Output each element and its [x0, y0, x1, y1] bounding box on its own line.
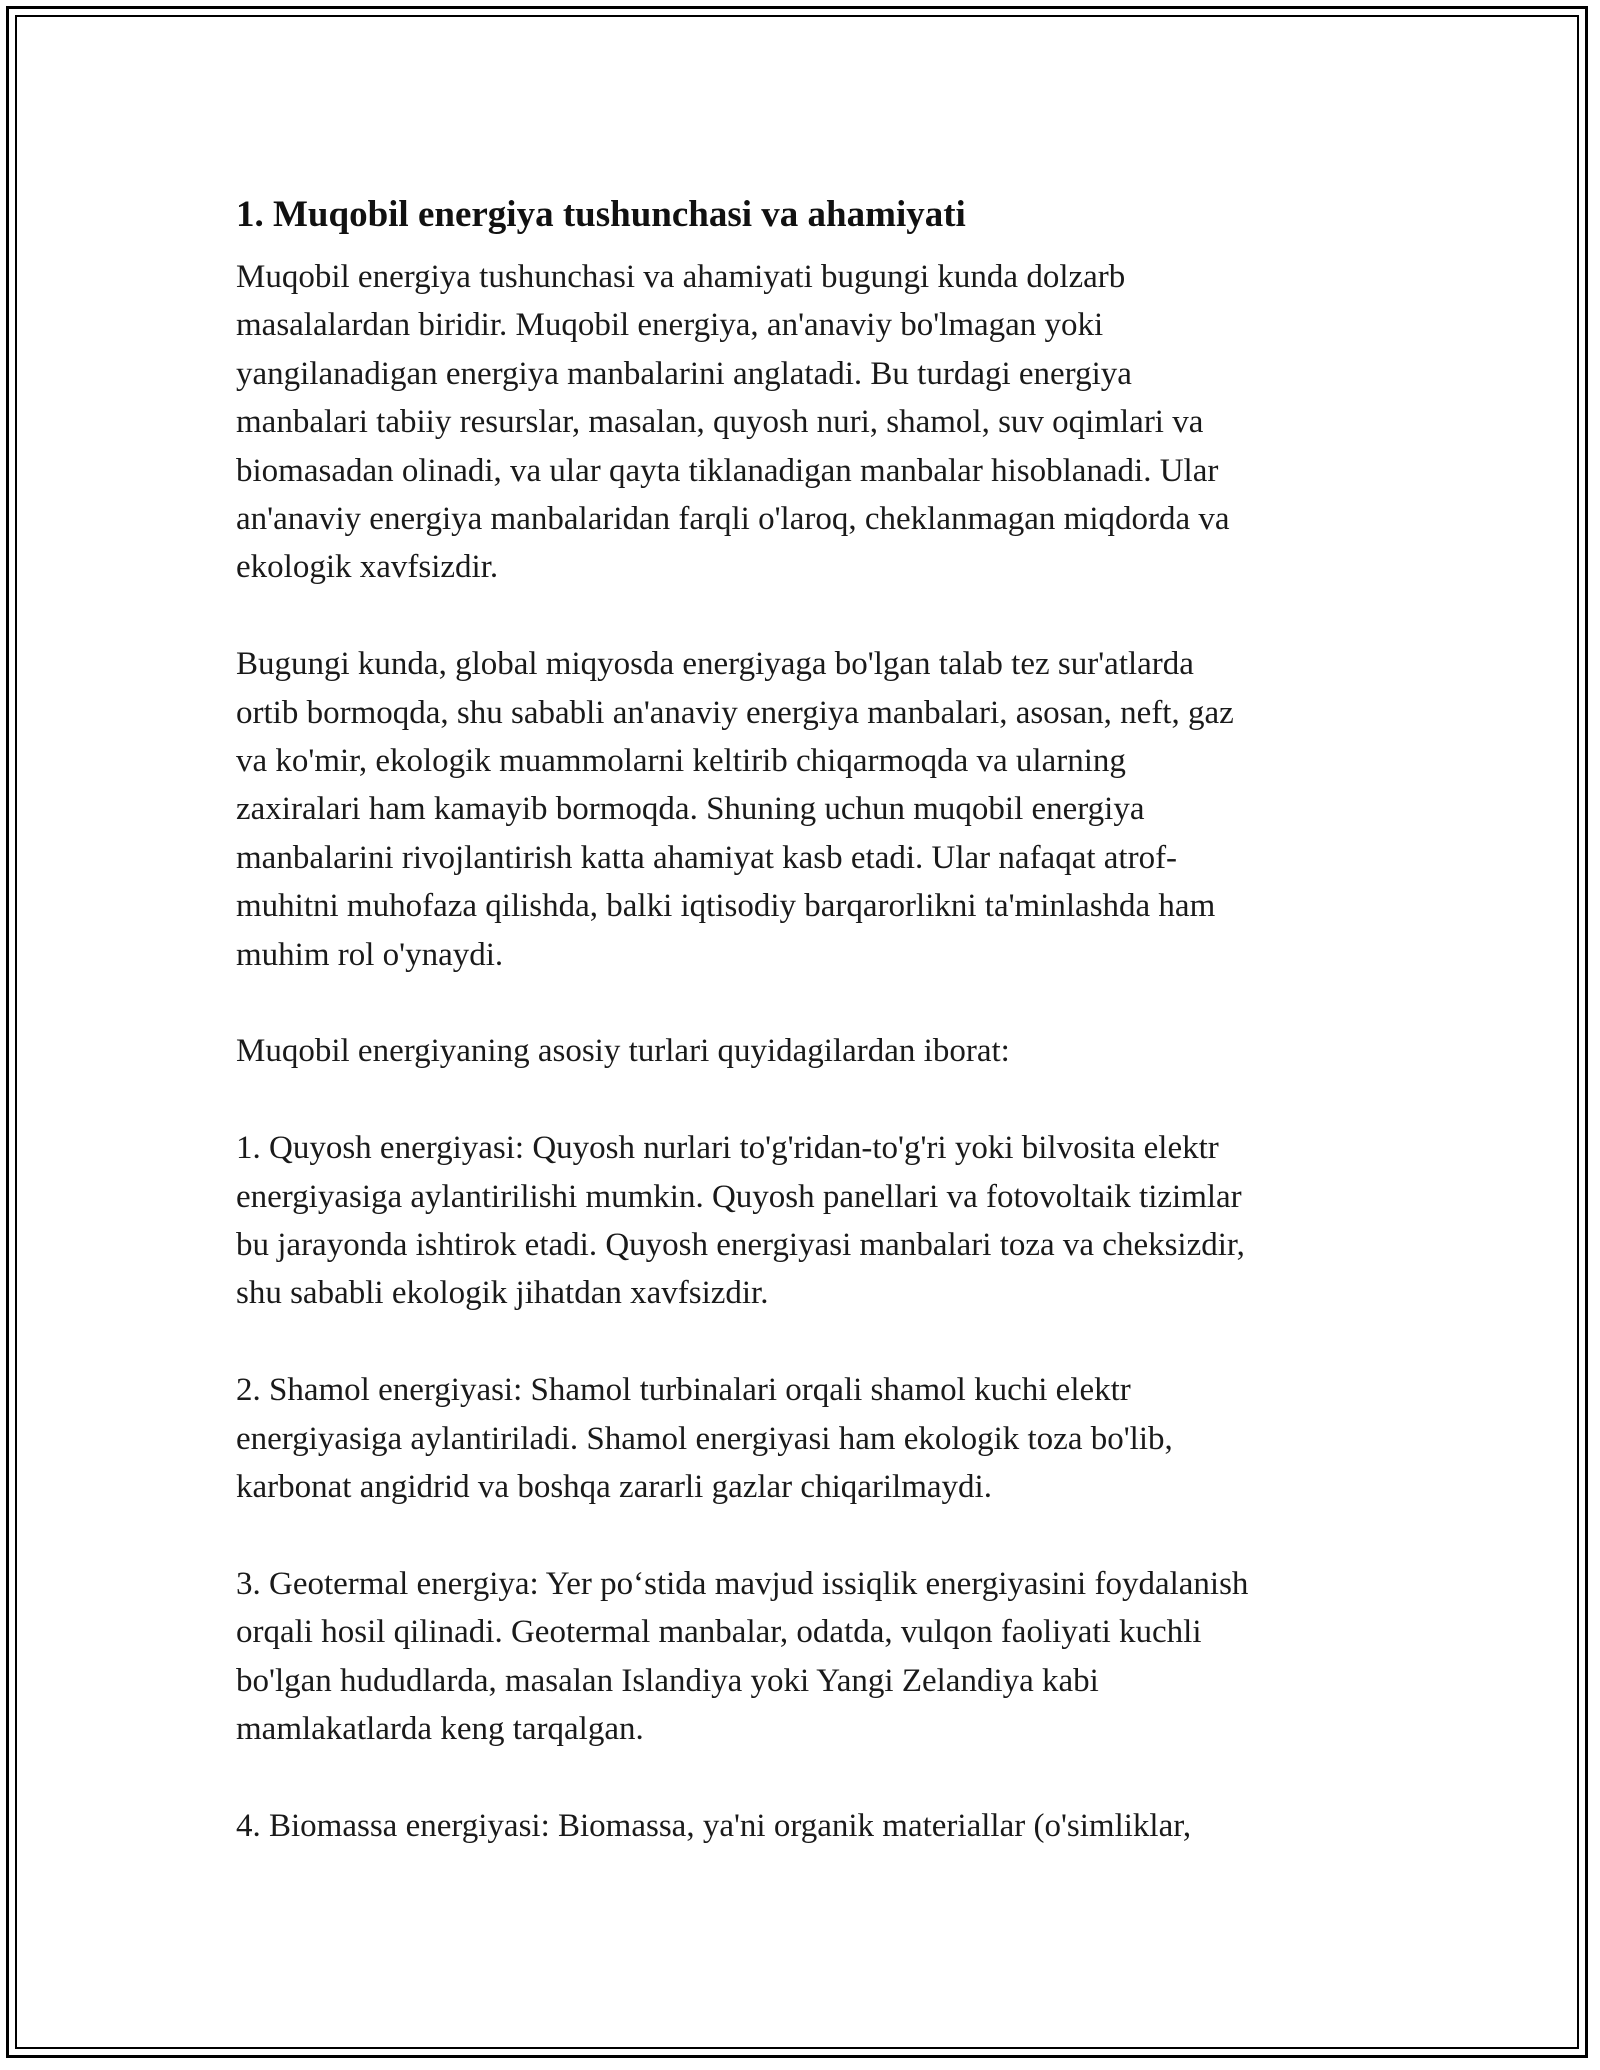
text-line: 1. Quyosh energiyasi: Quyosh nurlari to'g'ridan-to'g'ri yoki bilvosita elektr — [236, 1130, 1219, 1167]
text-line: bo'lgan hududlarda, masalan Islandiya yoki Yangi Zelandiya kabi — [236, 1662, 1099, 1699]
text-line: va ko'mir, ekologik muammolarni keltirib chiqarmoqda va ularning — [236, 743, 1126, 780]
text-line: masalalardan biridir. Muqobil energiya, an'anaviy bo'lmagan yoki — [236, 307, 1104, 344]
text-line: energiyasiga aylantiriladi. Shamol energiyasi ham ekologik toza bo'lib, — [236, 1420, 1173, 1457]
section-heading: 1. Muqobil energiya tushunchasi va ahamiyati — [236, 194, 966, 235]
document-body — [236, 187, 1386, 1899]
text-line: yangilanadigan energiya manbalarini anglatadi. Bu turdagi energiya — [236, 355, 1132, 392]
paragraph-solar — [236, 1124, 1386, 1318]
text-line: muhitni muhofaza qilishda, balki iqtisodiy barqarorlikni ta'minlashda ham — [236, 888, 1216, 925]
text-line: Muqobil energiya tushunchasi va ahamiyati bugungi kunda dolzarb — [236, 259, 1126, 295]
paragraph-geothermal — [236, 1560, 1386, 1754]
text-line: orqali hosil qilinadi. Geotermal manbalar, odatda, vulqon faoliyati kuchli — [236, 1614, 1202, 1651]
text-line: 3. Geotermal energiya: Yer po‘stida mavjud issiqlik energiyasini foydalanish — [236, 1565, 1249, 1602]
text-line: ekologik xavfsizdir. — [236, 549, 499, 586]
text-line: manbalarini rivojlantirish katta ahamiyat kasb etadi. Ular nafaqat atrof- — [236, 839, 1178, 876]
text-line: muhim rol o'ynaydi. — [236, 936, 504, 973]
text-line: 4. Biomassa energiyasi: Biomassa, ya'ni organik materiallar (o'simliklar, — [236, 1807, 1192, 1844]
text-line: zaxiralari ham kamayib bormoqda. Shuning uchun muqobil energiya — [236, 791, 1145, 828]
paragraph-intro — [236, 253, 1386, 592]
text-line: karbonat angidrid va boshqa zararli gazlar chiqarilmaydi. — [236, 1469, 992, 1506]
paragraph-global-demand — [236, 640, 1386, 979]
text-line: shu sababli ekologik jihatdan xavfsizdir. — [236, 1275, 769, 1312]
text-line: ortib bormoqda, shu sababli an'anaviy energiya manbalari, asosan, neft, gaz — [236, 694, 1234, 731]
text-line: mamlakatlarda keng tarqalgan. — [236, 1711, 644, 1748]
paragraph-wind — [236, 1366, 1386, 1511]
paragraph-types-intro — [236, 1027, 1386, 1075]
text-line: bu jarayonda ishtirok etadi. Quyosh energiyasi manbalari toza va cheksizdir, — [236, 1227, 1245, 1264]
text-line: manbalari tabiiy resurslar, masalan, quyosh nuri, shamol, suv oqimlari va — [236, 404, 1204, 441]
text-line: energiyasiga aylantirilishi mumkin. Quyosh panellari va fotovoltaik tizimlar — [236, 1178, 1242, 1215]
text-line: an'anaviy energiya manbalaridan farqli o'laroq, cheklanmagan miqdorda va — [236, 501, 1230, 538]
text-line: biomasadan olinadi, va ular qayta tiklanadigan manbalar hisoblanadi. Ular — [236, 452, 1219, 489]
text-line: Muqobil energiyaning asosiy turlari quyidagilardan iborat: — [236, 1033, 1010, 1070]
text-line: Bugungi kunda, global miqyosda energiyaga bo'lgan talab tez sur'atlarda — [236, 646, 1194, 683]
paragraph-biomass — [236, 1802, 1386, 1850]
text-line: 2. Shamol energiyasi: Shamol turbinalari orqali shamol kuchi elektr — [236, 1372, 1131, 1409]
